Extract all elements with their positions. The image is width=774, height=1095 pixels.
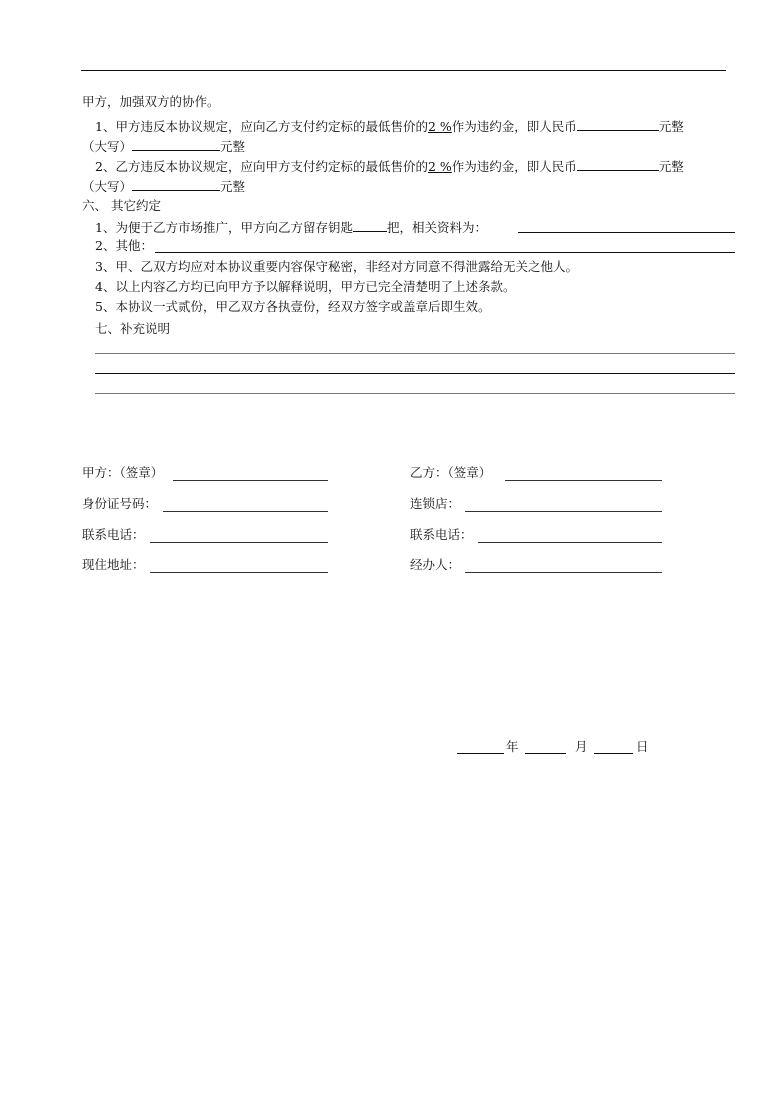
year-field[interactable] <box>457 753 504 754</box>
intro-text: 甲方，加强双方的协作。 <box>82 94 220 109</box>
day-label: 日 <box>636 739 649 754</box>
party-b-store-line[interactable] <box>465 511 662 512</box>
section-6-item-1 <box>95 218 487 236</box>
clause-2-daxie-field[interactable] <box>132 177 220 191</box>
clause-1-amount-field[interactable] <box>577 117 659 131</box>
clause-2-unit: 元整 <box>658 159 684 174</box>
clause-1-percent: 2 % <box>427 119 452 134</box>
party-b-agent-line[interactable] <box>465 572 662 573</box>
supplement-line-2[interactable] <box>95 373 735 374</box>
party-b-phone-label: 联系电话： <box>410 527 473 542</box>
supplement-line-1[interactable] <box>95 353 735 354</box>
keys-count-field[interactable] <box>353 218 387 232</box>
party-a-id-line[interactable] <box>163 511 328 512</box>
clause-1-text-a: 1、甲方违反本协议规定，应向乙方支付约定标的最低售价的 <box>95 119 428 134</box>
day-field[interactable] <box>594 753 633 754</box>
party-b-agent-label: 经办人： <box>410 557 461 572</box>
section-6-item-1-text-b: 把，相关资料为： <box>386 220 487 235</box>
party-b-store-label: 连锁店： <box>410 496 461 511</box>
clause-2-amount-field[interactable] <box>577 157 659 171</box>
section-6-item-4: 4、以上内容乙方均已向甲方予以解释说明，甲方已完全清楚明了上述条款。 <box>95 279 516 294</box>
clause-1-daxie-field[interactable] <box>132 137 220 151</box>
clause-2-daxie-label: （大写） <box>82 179 133 194</box>
supplement-line-3[interactable] <box>95 393 735 394</box>
party-b-seal-line[interactable] <box>505 480 662 481</box>
clause-2-daxie-unit: 元整 <box>220 179 246 194</box>
clause-2 <box>95 157 684 175</box>
party-b-seal-label: 乙方：（签章） <box>410 465 492 480</box>
party-b-phone-line[interactable] <box>478 542 662 543</box>
clause-1-unit: 元整 <box>658 119 684 134</box>
party-a-seal-line[interactable] <box>173 480 328 481</box>
party-a-phone-label: 联系电话： <box>82 527 145 542</box>
clause-2-text-a: 2、乙方违反本协议规定，应向甲方支付约定标的最低售价的 <box>95 159 428 174</box>
section-7-title: 七、补充说明 <box>95 321 171 336</box>
party-a-phone-line[interactable] <box>150 542 328 543</box>
other-terms-line[interactable] <box>155 252 735 253</box>
party-a-seal-label: 甲方：（签章） <box>82 465 164 480</box>
party-a-address-label: 现住地址： <box>82 557 145 572</box>
section-6-item-5: 5、本协议一式贰份，甲乙双方各执壹份，经双方签字或盖章后即生效。 <box>95 299 491 314</box>
section-6-title: 六、 其它约定 <box>82 198 161 213</box>
clause-2-daxie <box>82 177 245 195</box>
clause-1-daxie-label: （大写） <box>82 139 133 154</box>
clause-1-daxie-unit: 元整 <box>220 139 246 154</box>
party-a-id-label: 身份证号码： <box>82 496 158 511</box>
related-materials-line[interactable] <box>518 232 735 233</box>
top-rule <box>81 70 726 71</box>
clause-1 <box>95 117 684 135</box>
party-a-address-line[interactable] <box>150 572 328 573</box>
clause-2-percent: 2 % <box>427 159 452 174</box>
month-label: 月 <box>575 739 588 754</box>
year-label: 年 <box>506 739 519 754</box>
section-6-item-3: 3、甲、乙双方均应对本协议重要内容保守秘密，非经对方同意不得泄露给无关之他人。 <box>95 259 578 274</box>
month-field[interactable] <box>525 753 566 754</box>
clause-1-text-b: 作为违约金，即人民币 <box>451 119 577 134</box>
clause-2-text-b: 作为违约金，即人民币 <box>451 159 577 174</box>
section-6-item-2: 2、其他： <box>95 238 153 253</box>
clause-1-daxie <box>82 137 245 155</box>
section-6-item-1-text-a: 1、为便于乙方市场推广，甲方向乙方留存钥匙 <box>95 220 353 235</box>
